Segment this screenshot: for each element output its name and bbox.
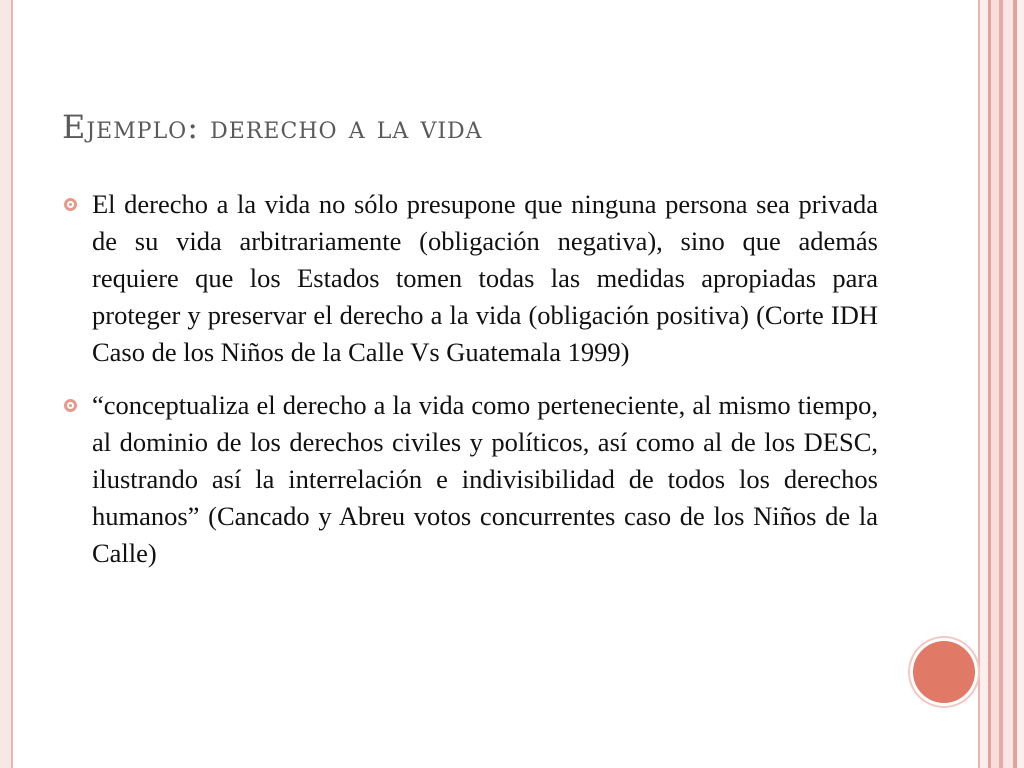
bullet-item [64, 186, 878, 371]
left-border-band [0, 0, 13, 768]
bullet-text: El derecho a la vida no sólo presupone que ninguna persona sea privada de su vida arbitrariamente (obligación negativa), sino que además requiere que los Estados tomen todas las medidas apropiadas para proteger y preservar el derecho a la vida (obligación positiva) (Corte IDH Caso de los Niños de la Calle Vs Guatemala 1999) [92, 189, 878, 367]
ring-bullet-icon [64, 198, 77, 211]
border-stripe [1017, 0, 1024, 768]
border-stripe [1003, 0, 1013, 768]
border-stripe [991, 0, 999, 768]
border-stripe [980, 0, 988, 768]
slide-title: Ejemplo: derecho a la vida [62, 108, 483, 146]
right-border-stripes [978, 0, 1024, 768]
ring-bullet-icon [64, 399, 77, 412]
bullet-item [64, 387, 878, 572]
bullet-list [64, 186, 878, 588]
circle-decoration-icon [913, 641, 975, 703]
bullet-text: “conceptualiza el derecho a la vida como perteneciente, al mismo tiempo, al dominio de los derechos civiles y políticos, así como al de los DESC, ilustrando así la interrelación e indivisibilidad de todos los derechos humanos” (Cancado y Abreu votos concurrentes caso de los Niños de la Calle) [92, 390, 878, 568]
